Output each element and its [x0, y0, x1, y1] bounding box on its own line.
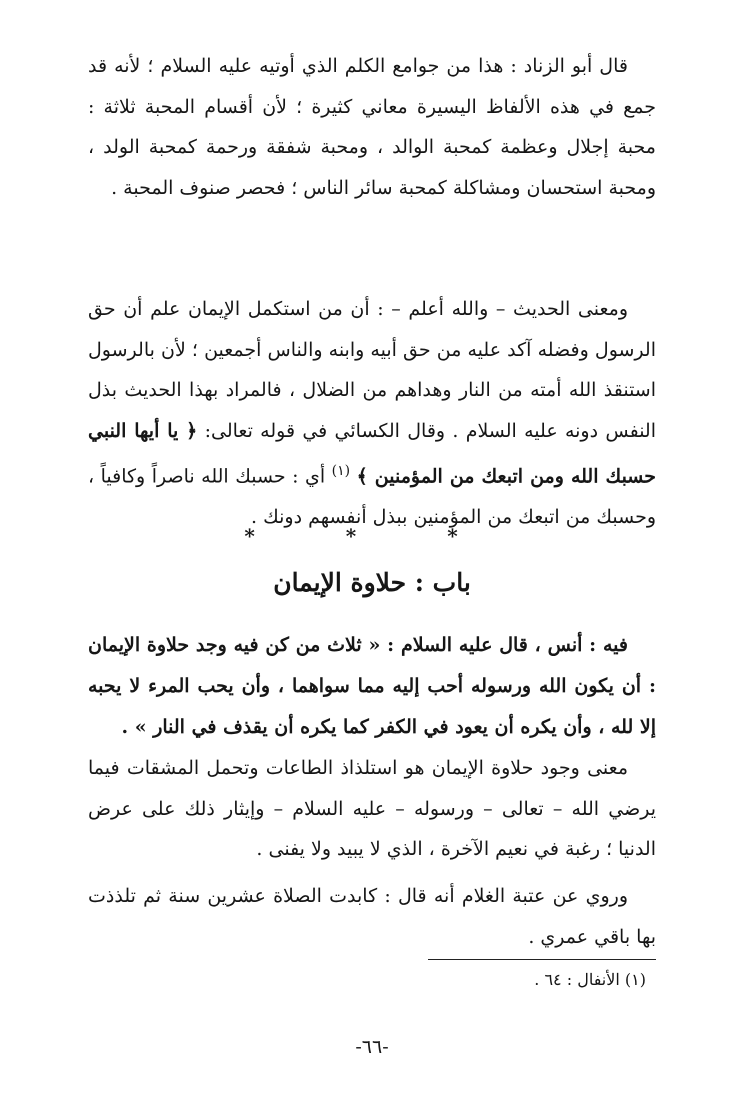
- book-page: [88, 38, 656, 1058]
- paragraph-utba-alghulam: وروي عن عتبة الغلام أنه قال : كابدت الصلاة عشرين سنة ثم تلذذت بها باقي عمري .: [88, 885, 656, 948]
- hadith-text: فيه : أنس ، قال عليه السلام : « ثلاث من كن فيه وجد حلاوة الإيمان : أن يكون الله ورسوله أحب إليه مما سواهما ، وأن يحب المرء لا يحبه إلا لله ، وأن يكره أن يعود في الكفر كما يكره أن يقذف في النار » .: [88, 634, 656, 738]
- paragraph-2-text: ومعنى الحديث – والله أعلم – : أن من استكمل الإيمان علم أن حق الرسول وفضله آكد عليه من حق أبيه وابنه والناس أجمعين ؛ لأن بالرسول استنقذ الله أمته من النار وهداهم من الضلال ، فالمراد بهذا الحديث بذل النفس دونه عليه السلام . وقال الكسائي في قوله تعالى:: [88, 298, 656, 442]
- footnote: (١) الأنفال : ٦٤ .: [534, 970, 646, 989]
- page-number: -٦٦-: [355, 1036, 389, 1058]
- quran-verse: ﴿ يا أيها النبي حسبك الله ومن اتبعك من المؤمنين ﴾: [88, 419, 656, 488]
- section-separator: * * *: [244, 524, 500, 548]
- paragraph-sweetness-meaning: معنى وجود حلاوة الإيمان هو استلذاذ الطاعات وتحمل المشقات فيما يرضي الله – تعالى – ورسوله – عليه السلام – وإيثار ذلك على عرض الدنيا ؛ رغبة في نعيم الآخرة ، الذي لا يبيد ولا يفنى .: [88, 757, 656, 860]
- chapter-heading: باب : حلاوة الإيمان: [273, 568, 471, 597]
- footnote-reference: (١): [331, 463, 351, 479]
- paragraph-hadith-meaning: [88, 289, 656, 537]
- paragraph-abu-alzinad: قال أبو الزناد : هذا من جوامع الكلم الذي أوتيه عليه السلام ؛ لأنه قد جمع في هذه الألفاظ اليسيرة معاني كثيرة ؛ لأن أقسام المحبة ثلاثة : محبة إجلال وعظمة كمحبة الوالد ، ومحبة شفقة ورحمة كمحبة الولد ، ومحبة استحسان ومشاكلة كمحبة سائر الناس ؛ فحصر صنوف المحبة .: [88, 55, 656, 199]
- paragraph-2-continuation: أي : حسبك الله ناصراً وكافياً ، وحسبك من اتبعك من المؤمنين ببذل أنفسهم دونك .: [88, 465, 656, 528]
- footnote-divider: [428, 959, 656, 960]
